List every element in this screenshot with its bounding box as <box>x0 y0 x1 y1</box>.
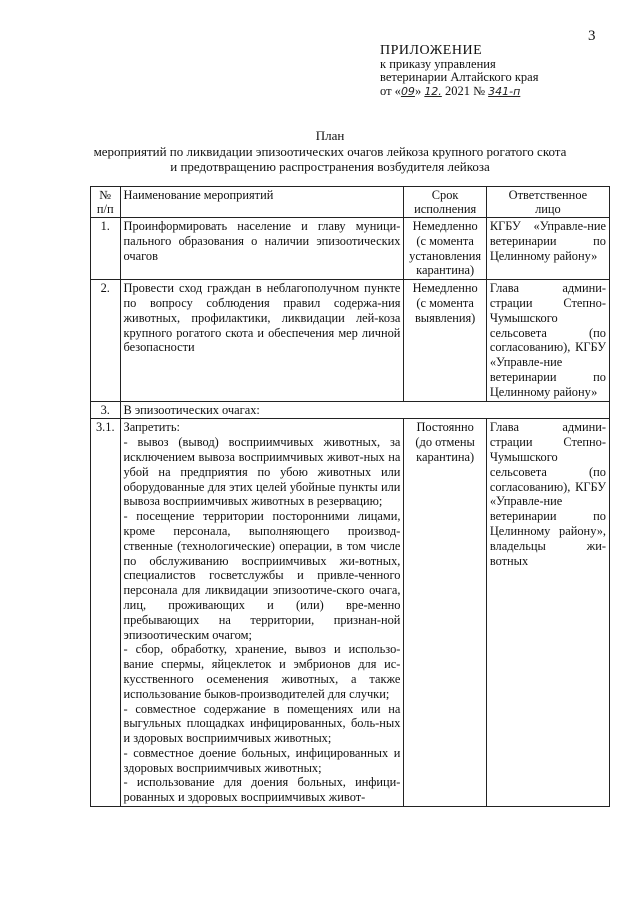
appendix-line-2: ветеринарии Алтайского края <box>380 70 539 84</box>
row-number: 2. <box>91 280 121 401</box>
document-title <box>60 128 600 175</box>
action-line: - совместное доение больных, инфицированных и здоровых восприимчивых животных; <box>123 745 401 775</box>
date-month: 12. <box>424 84 442 98</box>
title-line-1: План <box>315 128 345 143</box>
row-number: 3.1. <box>91 419 121 807</box>
row-section-title: В эпизоотических очагах: <box>120 401 610 419</box>
header-action: Наименование мероприятий <box>120 187 404 218</box>
table-row <box>91 280 610 401</box>
date-mid: » <box>414 83 425 98</box>
plan-table <box>90 186 610 807</box>
action-line: - использование для доения больных, инфици-рованных и здоровых восприимчивых живот- <box>123 775 401 805</box>
row-term: Постоянно (до отмены карантина) <box>404 419 486 807</box>
date-prefix: от « <box>380 83 401 98</box>
row-responsible: Глава админи-страции Степно-Чумышского сельсовета (по согласованию), КГБУ «Управле-ние ветеринарии по Целинному району» <box>486 280 609 401</box>
row-term: Немедленно (с момента выявления) <box>404 280 486 401</box>
action-line: Запретить: <box>123 420 180 435</box>
order-number: 341-п <box>488 84 521 98</box>
table-row <box>91 419 610 807</box>
header-responsible: Ответственное лицо <box>486 187 609 218</box>
date-day: 09 <box>400 84 415 98</box>
appendix-date-line <box>380 85 538 99</box>
action-line: - посещение территории посторонними лицами, кроме персонала, выполняющего производ-ственные (технологические) операции, в том числе по обслуживанию восприимчивых жи-вотных, специалистов госветслужбы и привле-ченного персонала для ликвидации эпизоотиче-ского очага, лиц, проживающих и (или) вре-менно пребывающих на территории, признан-ной эпизоотическим очагом; <box>123 509 401 642</box>
row-action: Проинформировать население и главу муници-пального образования о наличии эпизоотических очагов <box>120 218 404 280</box>
row-number: 1. <box>91 218 121 280</box>
table-header-row <box>91 187 610 218</box>
appendix-block <box>380 44 538 98</box>
header-number: № п/п <box>91 187 121 218</box>
page-number: 3 <box>588 28 596 44</box>
row-number: 3. <box>91 401 121 419</box>
title-line-2: мероприятий по ликвидации эпизоотических очагов лейкоза крупного рогатого скота <box>93 143 567 159</box>
row-action <box>120 419 404 807</box>
action-line: - вывоз (вывод) восприимчивых животных, за исключением вывоза восприимчивых живот-ных на убой на предприятия по убою животных или оборудованные для этих целей убойные пункты или вывоза восприимчивых животных в резервацию; <box>123 435 401 509</box>
table-row <box>91 401 610 419</box>
date-year: 2021 № <box>441 83 489 98</box>
action-line: - сбор, обработку, хранение, вывоз и использо-вание спермы, яйцеклеток и эмбрионов для ис-кусственного осеменения животных, а также использование быков-производителей для случки; <box>123 642 401 701</box>
title-line-3: и предотвращению распространения возбудителя лейкоза <box>170 159 490 174</box>
appendix-heading: ПРИЛОЖЕНИЕ <box>380 43 483 58</box>
action-line: - совместное содержание в помещениях или на выгульных площадках инфицированных, боль-ных и здоровых восприимчивых животных; <box>123 701 401 746</box>
row-action: Провести сход граждан в неблагополучном пункте по вопросу соблюдения правил содержа-ния животных, профилактики, ликвидации лей-коза крупного рогатого скота и обеспечения мер личной безопасности <box>120 280 404 401</box>
row-responsible: Глава админи-страции Степно-Чумышского сельсовета (по согласованию), КГБУ «Управле-ние ветеринарии по Целинному району», владельцы жи-вотных <box>486 419 609 807</box>
table-row <box>91 218 610 280</box>
appendix-line-1: к приказу управления <box>380 56 496 71</box>
row-term: Немедленно (с момента установления карантина) <box>404 218 486 280</box>
row-responsible: КГБУ «Управле-ние ветеринарии по Целинному району» <box>486 218 609 280</box>
header-term: Срок исполнения <box>404 187 486 218</box>
